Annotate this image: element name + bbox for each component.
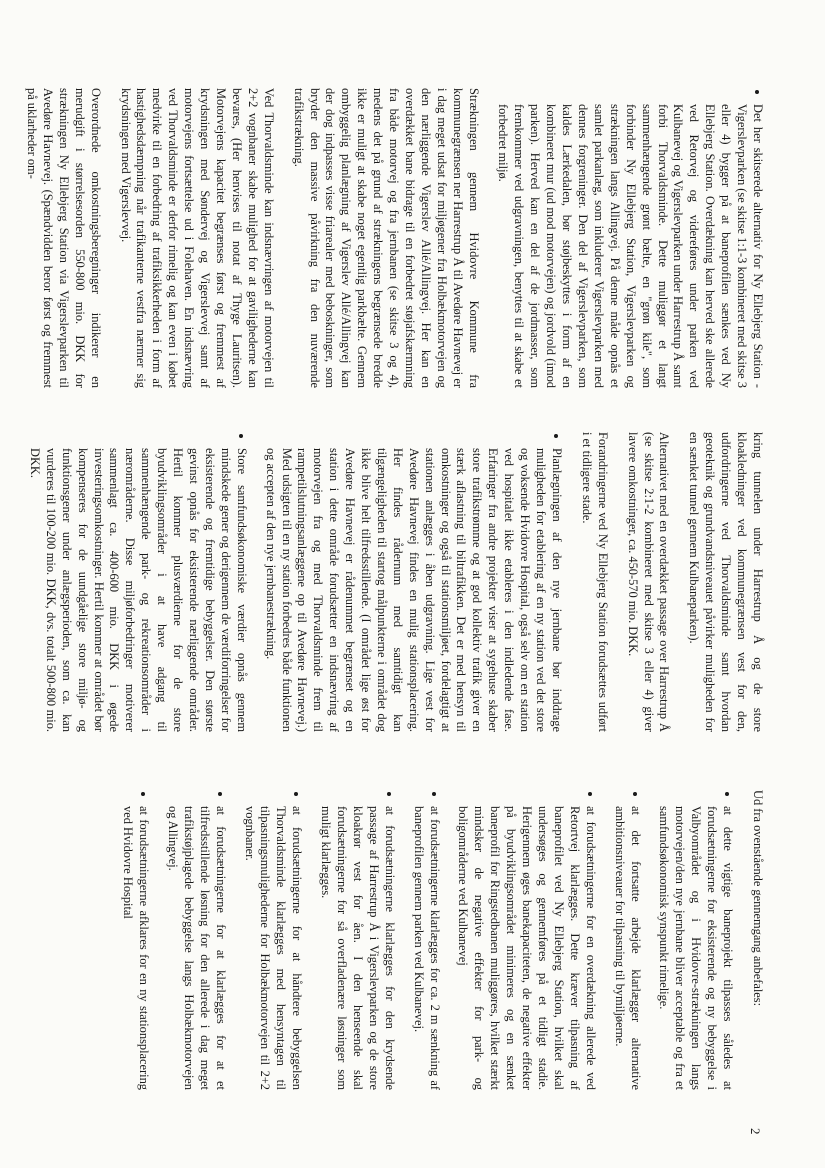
bullet-list — [26, 432, 564, 732]
recommendation-item: • at forudsætningerne for en overdækning allerede ved Retortvej klarlægges. Dette kræver tilpasning af baneprofilet ved Ny Ellebjerg Station, hvilket skal undersøges og gennemføres på et tidligt stadie. Herigennem øges banekapaciteten, de negative effekter på byudviklingsområdet minimeres og en sænket baneprofil for Ringstedbanen muliggøres, hvilket stærkt mindsker de negative effekter for park- og boligområderne ved Kulbanevej — [455, 806, 598, 1090]
paragraph: Forandringerne ved Ny Ellebjerg Station forudsættes udført i et tidligere stade. — [579, 432, 610, 732]
bullet-item: • Planlægningen af den nye jernbane bør inddrage muligheden for etablering af en ny station ved det store og voksende Hvidovre Hospital, også selv om en station ved hospitalet ikke etableres i den indledende fase. Erfaringer fra andre projekter viser at sygehuse skaber store trafikstrømme og at god kollektiv trafik giver en stærk aflastning til biltrafikken. Det er med hensyn til omkostninger og også til stationsmiljøet, fordelagtigt at stationen anlægges i åben udgravning. Lige vest for Avedøre Havnevej findes en mulig stationsplacering. Her findes rådernum med samtidigt kan tilgængeligheden til startog målpunkterne i området dog ikke blive helt tilfredsstillende. (I området lige øst for Avedøre Havnevej er rådenummet begrænset og en station i dette område forudsætter en indsnævring af motorvejen fra og med Thorvaldsminde frem til rampetilslutningsanlæggene op til Avedøre Havnevej.) Med udsigten til en ny station forbedres både funktionen og accepten af den nye jernbanestrækning. — [262, 448, 564, 732]
recommendation-item: • at forudsætningerne klarlægges for den krydsende passage af Harrestrup Å i Vigerslevparken og de store kloakrør vest for åen. I den henseende skal forudsætningerne for så overfladenære løsninger som muligt klarlægges. — [317, 806, 397, 1090]
recommendation-item: • at forudsætningerne for at håndtere bebyggelsen Thorvaldsminde klarlægges med hensyntagen til tilpasningsmulighederne for Holbækmotorvejen til 2+2 vognbaner. — [241, 806, 305, 1090]
bullet-item: • Det her skitserede alternativ for Ny Ellebjerg Station - Vigerslevparken (se skitse 1:1-3 kombineret med skitse 3 eller 4) bygger på at baneprofilen sænkes ved Ny Ellebjerg Station. Overdækning kan herved ske allerede ved Retorvej og videreføres under parken ved Kulbanevej og Vigerslevparken under Harrestrup Å samt forbi Thorvaldsminde. Dette muliggør et langt sammenhængende grønt bælte, en "grøn kile", som forbinder Ny Ellebjerg Station, Vigerslevparken og strækningen langs Allingvej. På denne måde opnås et samlet parkanlæg, som inkluderer Vigerslevparken med dennes forgreninger. Den del af Vigerslevparken, som kaldes Lærkedalen, bør støjbeskyttes i form af en kombineret mur (ud mod motorvejen) og jordvold (imod parken). Herved kan en del af de jordmasser, som fremkommer ved udgravningen, benyttes til at skabe et forbedret miljø. — [495, 104, 765, 388]
bullet-item: • Store samfundsøkonomiske værdier opnås gennem mindskede gener og derigennem de værdiforringelser for eksisterende og fremtidige bebyggelser. Den største gevinst opnås for eksisterende nærliggende områder. Hertil kommer plusværdierne for de store byudviklingsområder i at have adgang til sammenhængende park- og rekreationsområder i nærområderne. Disse miljøforbedringer motiverer sammenlagt ca. 400-600 mio. DKK i øgede investeringsomkostninger. Hertil kommer at området bør kompenseres for de uundgåelige store miljø- og funktionsgener under anlægsperioden, som ca. kan vurderes til 100-200 mio. DKK, dvs. totalt 500-800 mio. DKK. — [26, 448, 249, 732]
bullet-list — [495, 88, 765, 388]
recommendation-item: • at forudsætningerne klarlægges for ca. 2 m sænkning af baneprofilen gennem parken ved Kulbanevej. — [410, 806, 442, 1090]
paragraph: Strækningen gennem Hvidovre Kommune fra kommunegrænsen ner Harrestrup Å til Avedøre Havnevej er i dag meget udsat for miljøgener fra Holbækmotorvejen og den nærliggende Vigerslev Allé/Allingvej. Her kan en overdækket bane bidrage til en forbedret støjafskærmning fra både motorvej og fra jernbanen (se skitse 3 og 4), medens det på grund af strækningens begrænsede bredde ikke er muligt at skabe noget egentlig parkbælte. Gennem ombyggelig planlægning af Vigerslev Allé/Allingvej kan der dog indpasses visse friarealer med beboskninger, som bryder den massive påvirkning fra den nuværende trafikstrækning. — [291, 88, 481, 388]
paragraph: kring tunnelen under Harrestrup Å og de store kloakledninger ved kommunegrænsen vest for den, udfordringerne ved Thorvaldsminde samt hvordan geoteknik og grundvandsniveauet påvirker muligheden for en sænket tunnel gennem Kulbaneparken). — [687, 432, 765, 732]
paragraph: Ved Thorvaldsminde kan indsnævringen af motorvejen til 2+2 vognbaner skabe mulighed for at gavilighederne kan bevares, (Her henvises til notat af Thyge Lauritsen). Motorvejens kapacitet begrænses først og fremmest af krydsningen med Søndervej og Vigerslevvej samt af motorvejens fortsættelse ud i Folehaven. En indsnævring ved Thorvaldsminde er derfor rimelig og kan even i købet medvirke til en forbedring af trafiksikkerheden i form af hastighedsdæmpning når trafikanterne vestfra nærmer sig krydsningen med Vigerslevvej. — [118, 88, 276, 388]
column-middle — [12, 432, 765, 732]
recommendation-item: • at forudsætningerne for at klarlægges for at et tilfredsstillende løsning for den allerede i dag meget trafikstøjplagede bebyggelse langs Holbækmotorvejen og Allingvej. — [164, 806, 228, 1090]
recommendation-item: • at dette vigtige baneprojekt tilpasses således at forudsætningerne for eksisterende og ny bebyggelse i Valbyområdet og i Hvidovre-strækningen langs motorvejen/den nye jernbane bliver acceptable og fra et samfundsøkonomisk synspunkt rimelige. — [656, 806, 736, 1090]
page-number: 2 — [748, 1128, 763, 1135]
column-right — [105, 790, 765, 1090]
paragraph: Alternativet med en overdækket passage over Harrestrup Å (se skitse 2:1-2 kombineret med skitse 3 eller 4) giver lavere omkostninger, ca. 450-570 mio. DKK. — [625, 432, 672, 732]
recommendation-item: • at forudsætningerne afklares for en ny stationsplacering ved Hvidovre Hospital — [119, 806, 151, 1090]
column-left — [9, 88, 765, 388]
recommendations-list — [119, 790, 735, 1090]
recommendation-item: • at det fortsatte arbejde klarlægger alternative ambitionsniveauer for tilpasning til bymiljøerne. — [611, 806, 643, 1090]
recommendations-intro: Ud fra ovenstående gennemgang anbefales: — [751, 790, 765, 1007]
paragraph: Overordnede omkostningsberegninger indikerer en merudgift i størrelsesorden 550-800 mio. DKK for strækningen Ny Ellebjerg Station via Vigerslevparken til Avedøre Havnevej. (Spændvidden beror først og fremmest på uklarheder om- — [25, 88, 103, 388]
